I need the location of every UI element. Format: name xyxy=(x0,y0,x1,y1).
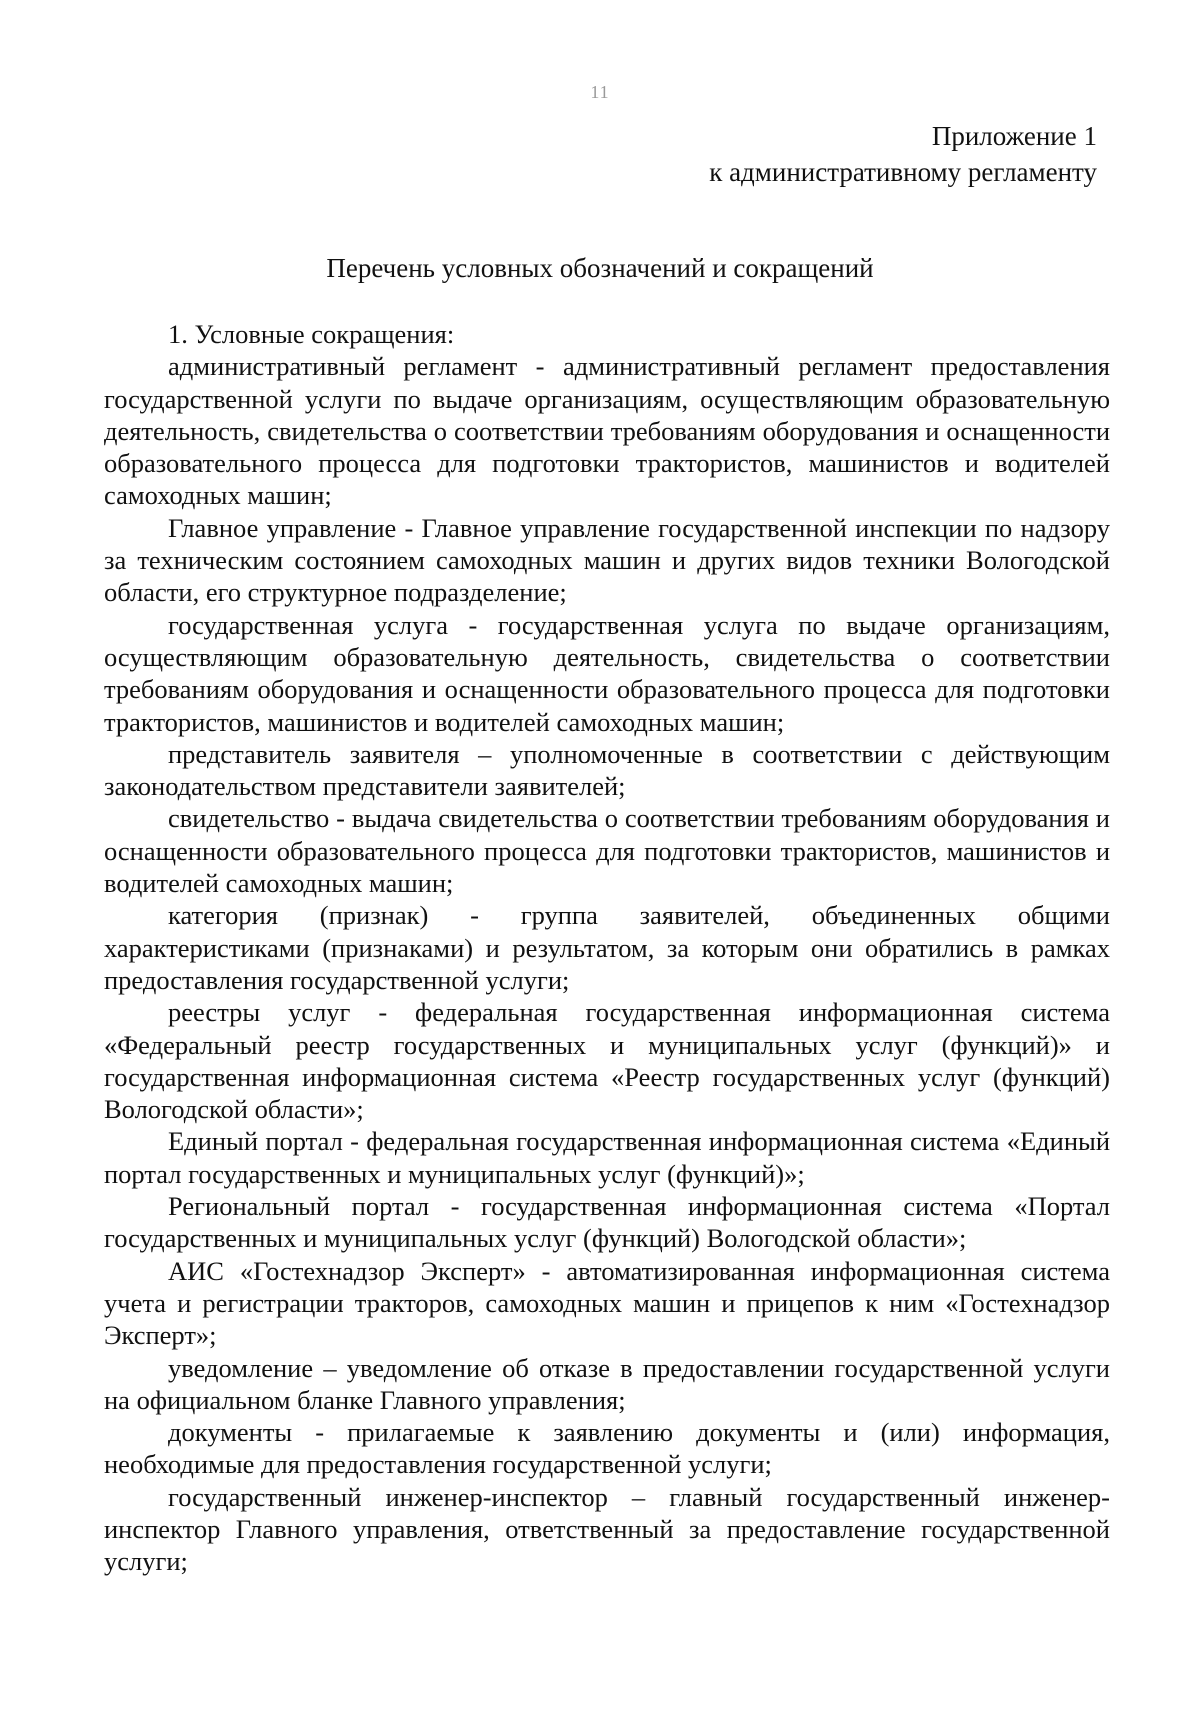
definition-paragraph: уведомление – уведомление об отказе в предоставлении государственной услуги на официальном бланке Главного управления; xyxy=(104,1352,1110,1415)
definition-paragraph: Региональный портал - государственная информационная система «Портал государственных и муниципальных услуг (функций) Вологодской области»; xyxy=(104,1191,1110,1254)
definition-paragraph: свидетельство - выдача свидетельства о соответствии требованиям оборудования и оснащенности образовательного процесса для подготовки трактористов, машинистов и водителей самоходных машин; xyxy=(104,803,1110,899)
definition-paragraph: АИС «Гостехнадзор Эксперт» - автоматизированная информационная система учета и регистрации тракторов, самоходных машин и прицепов к ним «Гостехнадзор Эксперт»; xyxy=(104,1255,1110,1351)
section-heading: 1. Условные сокращения: xyxy=(168,319,455,349)
document-body xyxy=(104,318,1110,1578)
definition-paragraph: реестры услуг - федеральная государственная информационная система «Федеральный реестр государственных и муниципальных услуг (функций)» и государственная информационная система «Реестр государственных услуг (функций) Вологодской области»; xyxy=(104,997,1110,1125)
definition-paragraph: административный регламент - административный регламент предоставления государственной услуги по выдаче организациям, осуществляющим образовательную деятельность, свидетельства о соответствии требованиям оборудования и оснащенности образовательного процесса для подготовки трактористов, машинистов и водителей самоходных машин; xyxy=(104,351,1110,511)
page-number: 11 xyxy=(590,82,610,102)
definition-paragraph: Единый портал - федеральная государственная информационная система «Единый портал государственных и муниципальных услуг (функций)»; xyxy=(104,1126,1110,1189)
definition-paragraph: государственная услуга - государственная услуга по выдаче организациям, осуществляющим образовательную деятельность, свидетельства о соответствии требованиям оборудования и оснащенности образовательного процесса для подготовки трактористов, машинистов и водителей самоходных машин; xyxy=(104,609,1110,737)
definition-paragraph: представитель заявителя – уполномоченные в соответствии с действующим законодательством представители заявителей; xyxy=(104,738,1110,802)
appendix-line-1: Приложение 1 xyxy=(931,121,1097,151)
definition-paragraph: государственный инженер-инспектор – главный государственный инженер-инспектор Главного управления, ответственный за предоставление государственной услуги; xyxy=(104,1481,1110,1577)
appendix-line-2: к административному регламенту xyxy=(709,157,1097,187)
document-title: Перечень условных обозначений и сокращений xyxy=(326,253,874,283)
definition-paragraph: Главное управление - Главное управление государственной инспекции по надзору за техническим состоянием самоходных машин и других видов техники Вологодской области, его структурное подразделение; xyxy=(104,512,1110,608)
definition-paragraph: документы - прилагаемые к заявлению документы и (или) информация, необходимые для предоставления государственной услуги; xyxy=(104,1417,1110,1480)
definition-paragraph: категория (признак) - группа заявителей, объединенных общими характеристиками (признаками) и результатом, за которым они обратились в рамках предоставления государственной услуги; xyxy=(104,900,1110,995)
appendix-header xyxy=(709,118,1097,190)
